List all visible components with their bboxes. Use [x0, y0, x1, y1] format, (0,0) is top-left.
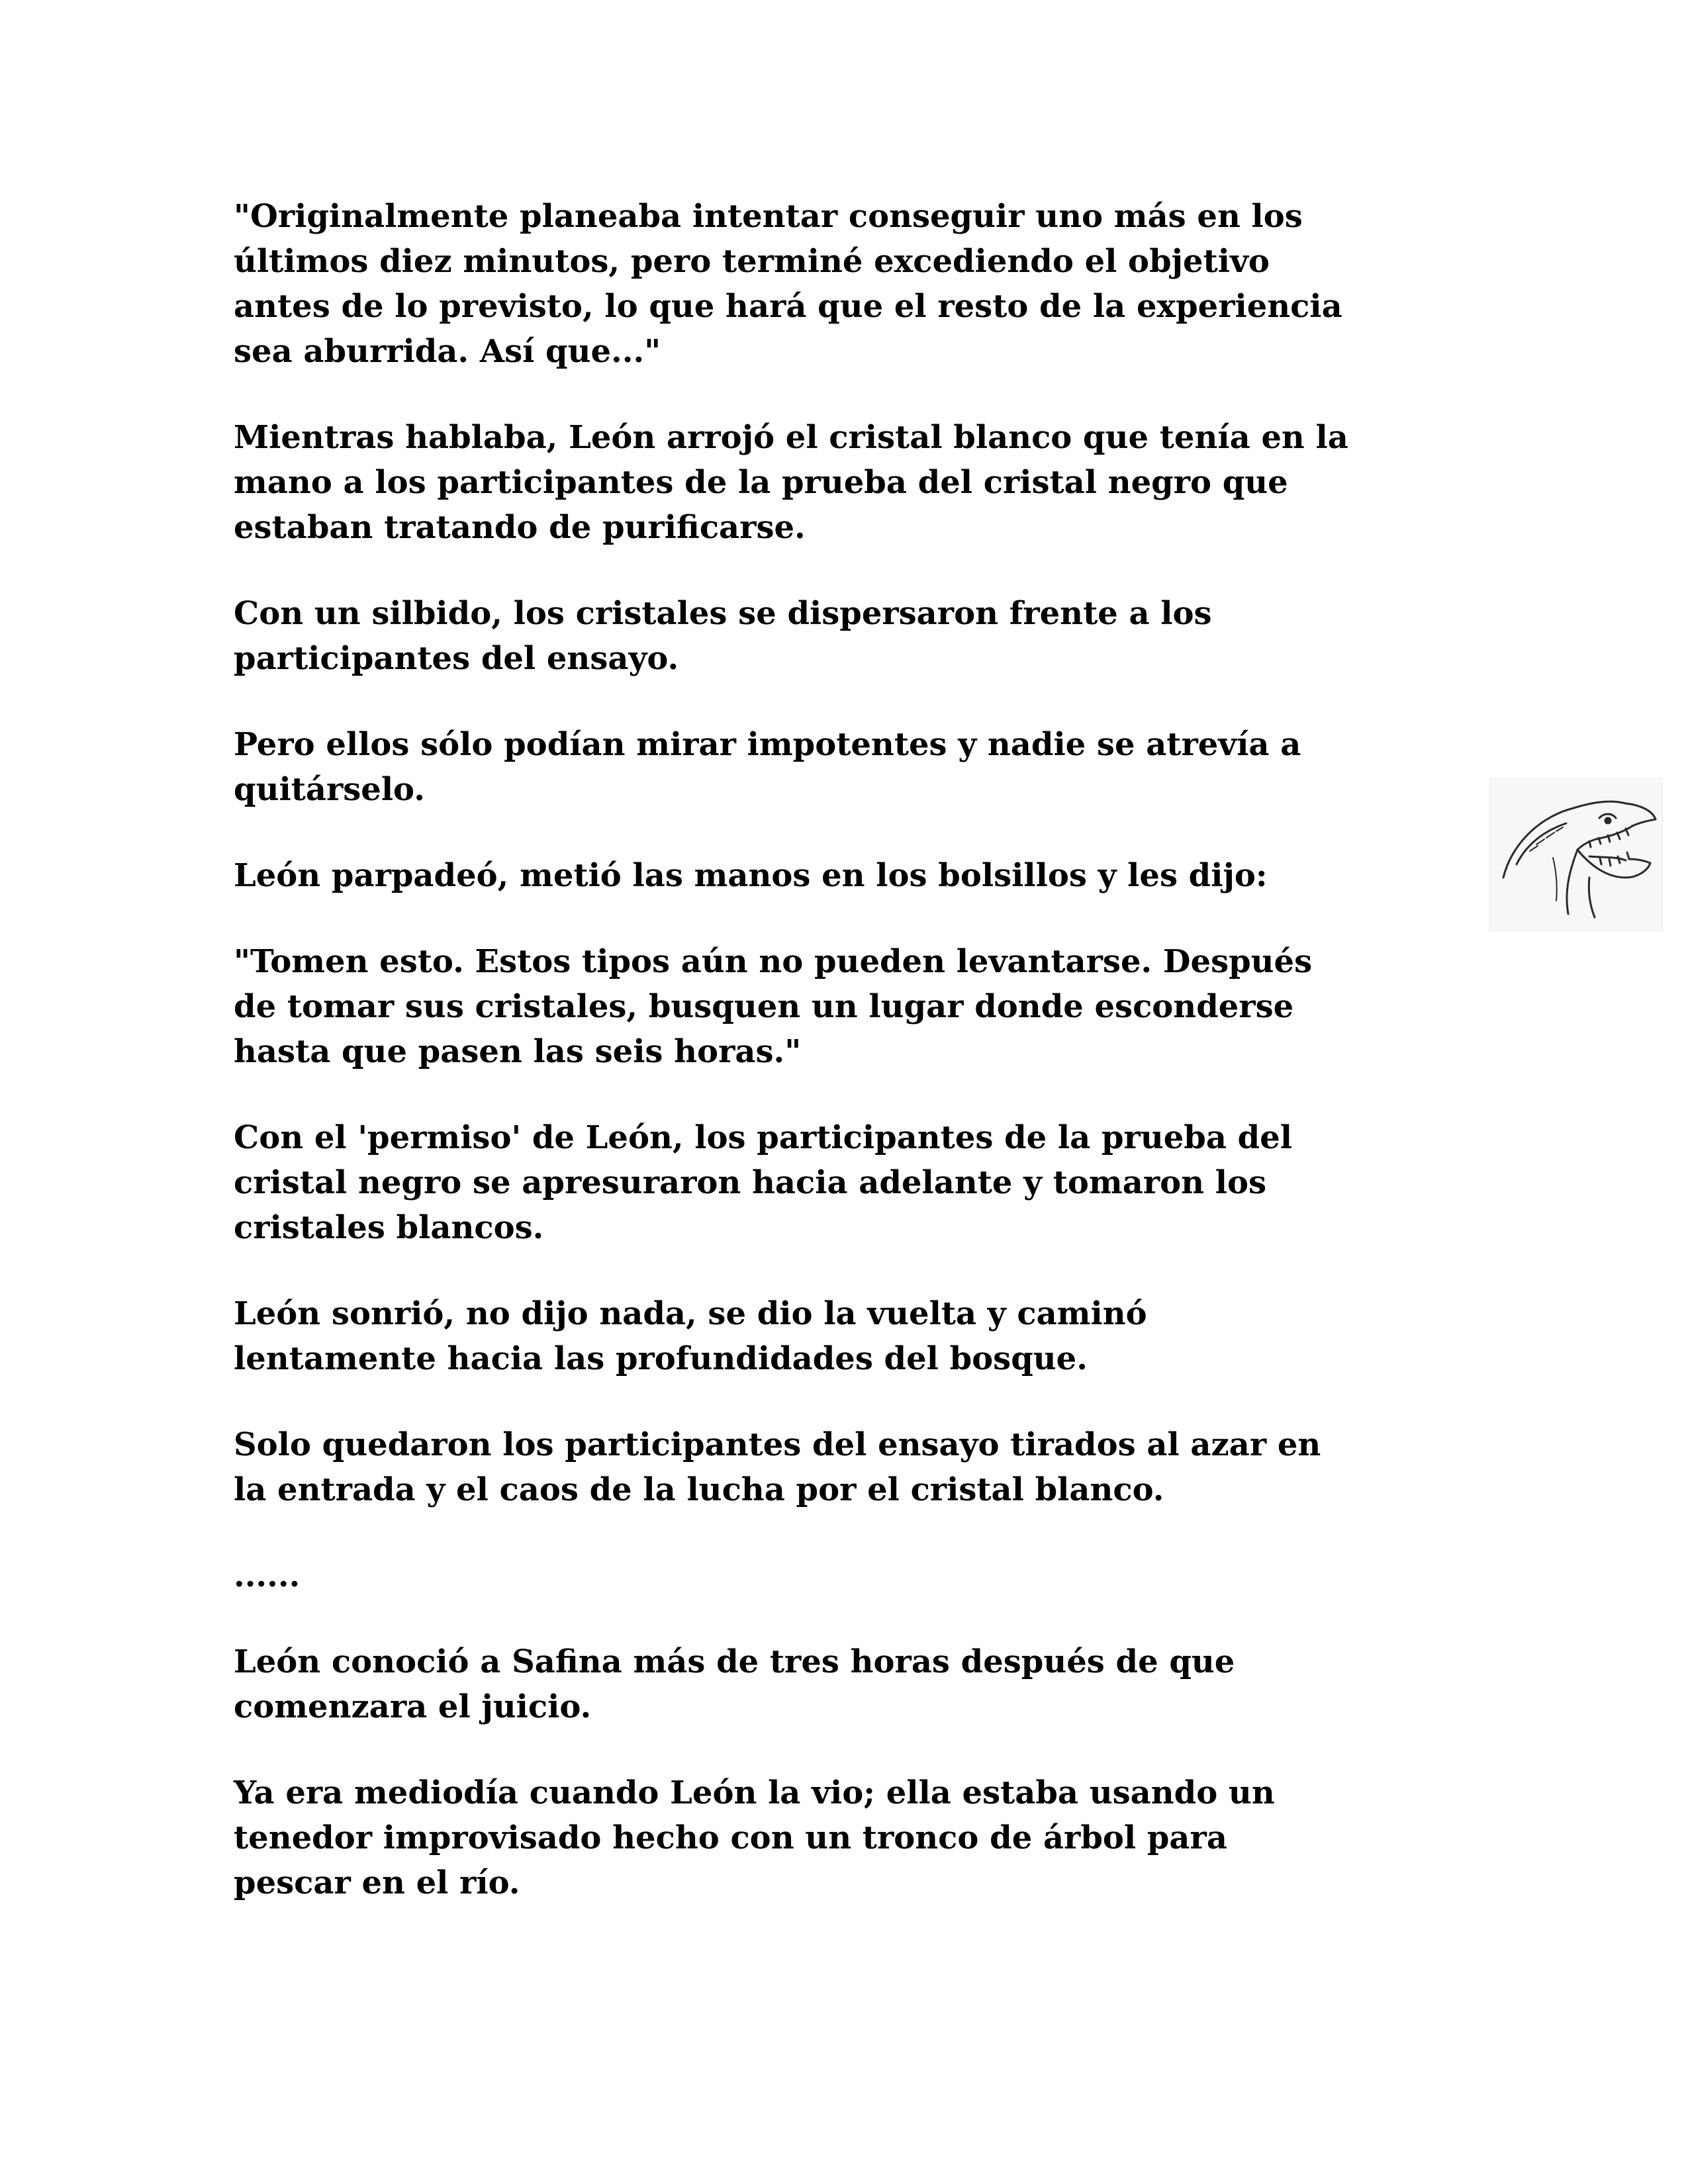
paragraph [234, 194, 1458, 374]
text-line: "Originalmente planeaba intentar conseguir uno más en los [234, 198, 1303, 235]
paragraph [234, 1115, 1458, 1250]
text-line: pescar en el río. [234, 1864, 520, 1901]
text-line: ...... [234, 1557, 301, 1594]
text-line: de tomar sus cristales, busquen un lugar donde esconderse [234, 988, 1294, 1025]
text-line: León conoció a Safina más de tres horas después de que [234, 1643, 1235, 1680]
section-break [234, 1553, 1458, 1598]
text-line: Mientras hablaba, León arrojó el cristal blanco que tenía en la [234, 419, 1348, 456]
paragraph [234, 591, 1458, 681]
paragraph [234, 1422, 1458, 1512]
paragraph [234, 415, 1458, 550]
text-line: Ya era mediodía cuando León la vio; ella estaba usando un [234, 1774, 1275, 1811]
text-line: comenzara el juicio. [234, 1688, 592, 1725]
text-line: antes de lo previsto, lo que hará que el resto de la experiencia [234, 288, 1342, 325]
document-body [234, 194, 1458, 1946]
text-line: cristal negro se apresuraron hacia adelante y tomaron los [234, 1164, 1266, 1201]
paragraph [234, 1770, 1458, 1905]
paragraph [234, 722, 1458, 812]
text-line: mano a los participantes de la prueba del cristal negro que [234, 464, 1288, 501]
paragraph [234, 1639, 1458, 1729]
text-line: Con el 'permiso' de León, los participantes de la prueba del [234, 1119, 1292, 1156]
text-line: sea aburrida. Así que..." [234, 333, 661, 370]
text-line: Con un silbido, los cristales se dispersaron frente a los [234, 595, 1212, 632]
paragraph [234, 853, 1458, 898]
text-line: participantes del ensayo. [234, 640, 679, 677]
text-line: León parpadeó, metió las manos en los bolsillos y les dijo: [234, 857, 1268, 894]
paragraph [234, 939, 1458, 1074]
text-line: hasta que pasen las seis horas." [234, 1033, 802, 1070]
text-line: León sonrió, no dijo nada, se dio la vuelta y caminó [234, 1295, 1147, 1332]
text-line: lentamente hacia las profundidades del bosque. [234, 1340, 1088, 1377]
text-line: últimos diez minutos, pero terminé excediendo el objetivo [234, 243, 1270, 280]
text-line: estaban tratando de purificarse. [234, 509, 806, 546]
dinosaur-sketch-icon [1489, 778, 1663, 931]
text-line: cristales blancos. [234, 1209, 544, 1246]
paragraph [234, 1291, 1458, 1381]
text-line: tenedor improvisado hecho con un tronco de árbol para [234, 1819, 1227, 1856]
text-line: Pero ellos sólo podían mirar impotentes y nadie se atrevía a [234, 726, 1301, 763]
text-line: la entrada y el caos de la lucha por el cristal blanco. [234, 1471, 1164, 1508]
text-line: Solo quedaron los participantes del ensayo tirados al azar en [234, 1426, 1321, 1463]
text-line: quitárselo. [234, 771, 425, 808]
text-line: "Tomen esto. Estos tipos aún no pueden levantarse. Después [234, 943, 1313, 980]
